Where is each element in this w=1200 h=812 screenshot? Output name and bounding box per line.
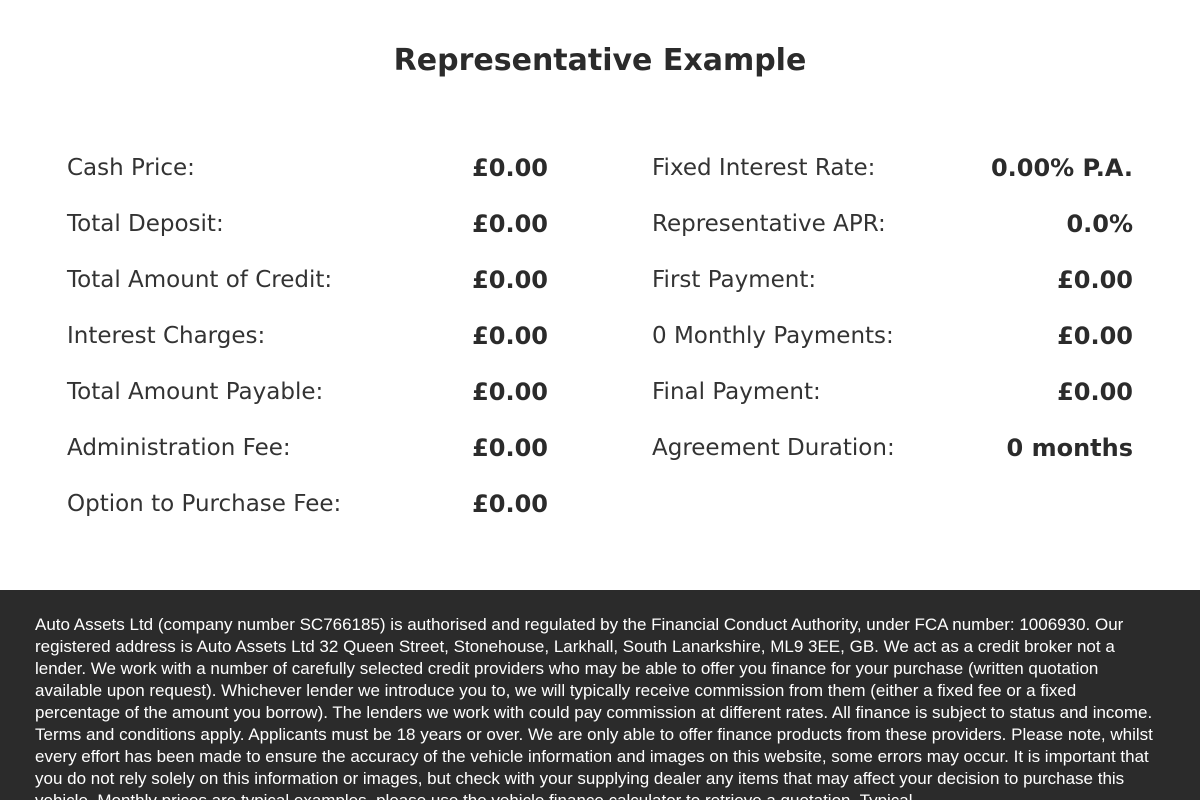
finance-row-label: Fixed Interest Rate:: [652, 155, 876, 181]
finance-row-interest-charges: [67, 308, 548, 364]
finance-row-option-to-purchase-fee: [67, 476, 548, 532]
finance-row-value: 0.00% P.A.: [990, 154, 1133, 182]
finance-row-value: £0.00: [1057, 378, 1133, 406]
finance-row-agreement-duration: [652, 420, 1133, 476]
finance-row-label: Administration Fee:: [67, 435, 291, 461]
finance-row-label: Option to Purchase Fee:: [67, 491, 342, 517]
finance-row-fixed-interest-rate: [652, 140, 1133, 196]
footer: [0, 590, 1200, 810]
regulatory-disclaimer: Auto Assets Ltd (company number SC766185) is authorised and regulated by the Financial Conduct Authority, under FCA number: 1006930. Our registered address is Auto Assets Ltd 32 Queen Street, Stonehouse, Larkhall, South Lanarkshire, ML9 3EE, GB. We act as a credit broker not a lender. We work with a number of carefully selected credit providers who may be able to offer you finance for your purchase (written quotation available upon request). Whichever lender we introduce you to, we will typically receive commission from them (either a fixed fee or a fixed percentage of the amount you borrow). The lenders we work with could pay commission at different rates. All finance is subject to status and income. Terms and conditions apply. Applicants must be 18 years or over. We are only able to offer finance products from these providers. Please note, whilst every effort has been made to ensure the accuracy of the vehicle information and images on this website, some errors may occur. It is important that you do not rely solely on this information or images, but check with your supplying dealer any items that may affect your decision to purchase this vehicle. Monthly prices are typical examples, please use the vehicle finance calculator to retrieve a quotation. Typical: [35, 615, 1153, 810]
finance-row-value: £0.00: [472, 210, 548, 238]
finance-row-label: Interest Charges:: [67, 323, 266, 349]
finance-row-label: 0 Monthly Payments:: [652, 323, 894, 349]
finance-row-first-payment: [652, 252, 1133, 308]
finance-row-value: £0.00: [472, 322, 548, 350]
finance-row-total-deposit: [67, 196, 548, 252]
finance-row-monthly-payments: [652, 308, 1133, 364]
finance-row-value: £0.00: [472, 154, 548, 182]
finance-row-total-amount-of-credit: [67, 252, 548, 308]
finance-row-administration-fee: [67, 420, 548, 476]
finance-row-value: 0.0%: [1066, 210, 1133, 238]
finance-row-label: Total Deposit:: [67, 211, 224, 237]
finance-row-value: £0.00: [1057, 266, 1133, 294]
finance-row-cash-price: [67, 140, 548, 196]
finance-row-label: Representative APR:: [652, 211, 886, 237]
finance-row-label: Cash Price:: [67, 155, 195, 181]
finance-row-value: £0.00: [472, 434, 548, 462]
finance-row-representative-apr: [652, 196, 1133, 252]
section-title: Representative Example: [393, 43, 807, 78]
finance-row-label: Total Amount Payable:: [67, 379, 324, 405]
finance-details-left-column: [67, 140, 548, 532]
finance-row-label: Total Amount of Credit:: [67, 267, 333, 293]
finance-row-value: £0.00: [472, 378, 548, 406]
finance-row-value: £0.00: [472, 490, 548, 518]
finance-row-final-payment: [652, 364, 1133, 420]
finance-row-value: £0.00: [1057, 322, 1133, 350]
finance-row-value: £0.00: [472, 266, 548, 294]
finance-row-value: 0 months: [1006, 434, 1133, 462]
finance-row-label: Agreement Duration:: [652, 435, 895, 461]
finance-details-right-column: [652, 140, 1133, 476]
finance-row-total-amount-payable: [67, 364, 548, 420]
finance-row-label: First Payment:: [652, 267, 817, 293]
finance-row-label: Final Payment:: [652, 379, 821, 405]
